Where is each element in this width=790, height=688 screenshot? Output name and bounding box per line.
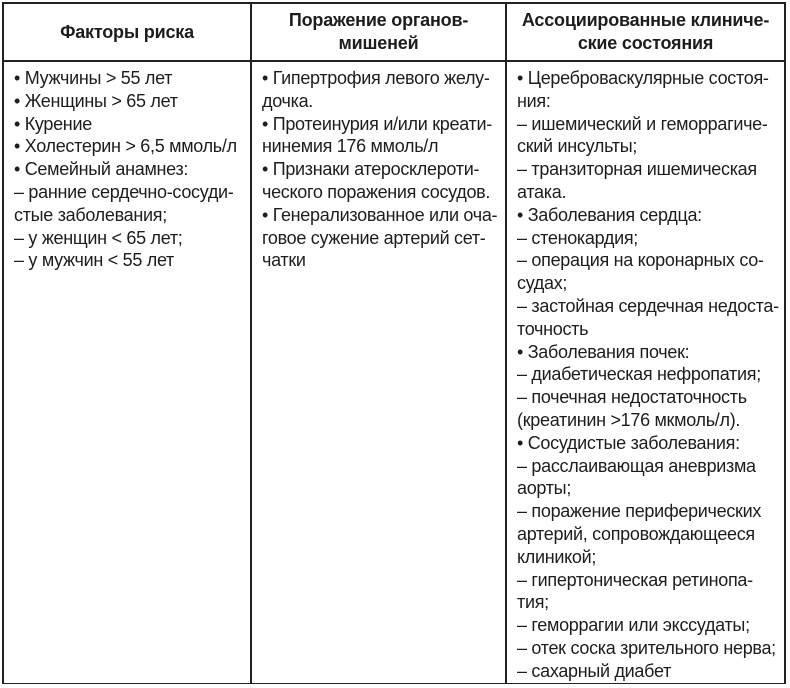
cell-line: • Мужчины > 55 лет bbox=[14, 68, 173, 88]
cell-line: – геморрагии или экссудаты; bbox=[517, 615, 750, 636]
cell-line: – у мужчин < 55 лет bbox=[14, 250, 175, 271]
cell-line: ческого поражения сосудов. bbox=[262, 181, 491, 202]
cell-associated-clinical-conditions bbox=[505, 62, 784, 683]
cell-line: – сахарный диабет bbox=[517, 660, 672, 681]
cell-line: • Женщины > 65 лет bbox=[14, 90, 178, 111]
cell-line: • Генерализованное или оча- bbox=[262, 204, 498, 225]
column-header-risk-factors bbox=[4, 4, 250, 62]
cell-line: • Заболевания почек: bbox=[517, 341, 690, 362]
cell-line: – ишемический и геморрагиче- bbox=[517, 113, 768, 134]
cell-line: • Холестерин > 6,5 ммоль/л bbox=[14, 136, 237, 157]
cell-line: – транзиторная ишемическая bbox=[517, 159, 757, 180]
cell-line: атака. bbox=[517, 181, 567, 202]
cell-line: – диабетическая нефропатия; bbox=[517, 364, 761, 385]
cell-line: – гипертоническая ретинопа- bbox=[517, 569, 753, 590]
column-header-associated-clinical-conditions bbox=[505, 4, 784, 62]
cell-line: ские состояния bbox=[577, 33, 714, 53]
cell-line: • Сосудистые заболевания: bbox=[517, 432, 740, 453]
cell-line: – ранние сердечно-сосуди- bbox=[14, 181, 234, 202]
cell-line: Поражение органов- bbox=[288, 10, 469, 30]
hypertension-risk-table bbox=[2, 2, 786, 684]
column-header-target-organ-damage bbox=[250, 4, 505, 62]
cell-line: ский инсульты; bbox=[517, 136, 638, 157]
cell-line: стые заболевания; bbox=[14, 204, 167, 225]
cell-line: аорты; bbox=[517, 478, 572, 499]
cell-line: • Семейный анамнез: bbox=[14, 159, 189, 180]
cell-line: • Гипертрофия левого желу- bbox=[262, 68, 490, 88]
cell-line: мишеней bbox=[338, 33, 419, 53]
cell-line: клиникой; bbox=[517, 546, 597, 567]
cell-line: чатки bbox=[262, 250, 306, 271]
cell-line: • Курение bbox=[14, 113, 92, 134]
cell-line: – расслаивающая аневризма bbox=[517, 455, 756, 476]
cell-line: Ассоциированные клиниче- bbox=[521, 10, 770, 30]
cell-line: судах; bbox=[517, 273, 568, 294]
cell-line: говое сужение артерий сет- bbox=[262, 227, 486, 248]
cell-line: – застойная сердечная недоста- bbox=[517, 295, 779, 316]
cell-line: – поражение периферических bbox=[517, 501, 762, 522]
cell-line: нинемия 176 ммоль/л bbox=[262, 136, 439, 157]
cell-line: – операция на коронарных со- bbox=[517, 250, 764, 271]
cell-line: дочка. bbox=[262, 90, 313, 111]
cell-line: – у женщин < 65 лет; bbox=[14, 227, 183, 248]
cell-line: – отек соска зрительного нерва; bbox=[517, 637, 776, 658]
cell-line: Факторы риска bbox=[60, 21, 194, 42]
cell-risk-factors bbox=[4, 62, 250, 683]
cell-line: • Заболевания сердца: bbox=[517, 204, 702, 225]
cell-line: – почечная недостаточность bbox=[517, 387, 747, 408]
cell-line: тия; bbox=[517, 592, 549, 613]
cell-line: артерий, сопровождающееся bbox=[517, 523, 755, 544]
cell-target-organ-damage bbox=[250, 62, 505, 683]
cell-line: • Цереброваскулярные состоя- bbox=[517, 68, 769, 88]
cell-line: точность bbox=[517, 318, 589, 339]
cell-line: – стенокардия; bbox=[517, 227, 639, 248]
cell-line: ния: bbox=[517, 90, 551, 111]
cell-line: • Протеинурия и/или креати- bbox=[262, 113, 492, 134]
cell-line: • Признаки атеросклероти- bbox=[262, 159, 480, 180]
cell-line: (креатинин >176 мкмоль/л). bbox=[517, 409, 741, 430]
